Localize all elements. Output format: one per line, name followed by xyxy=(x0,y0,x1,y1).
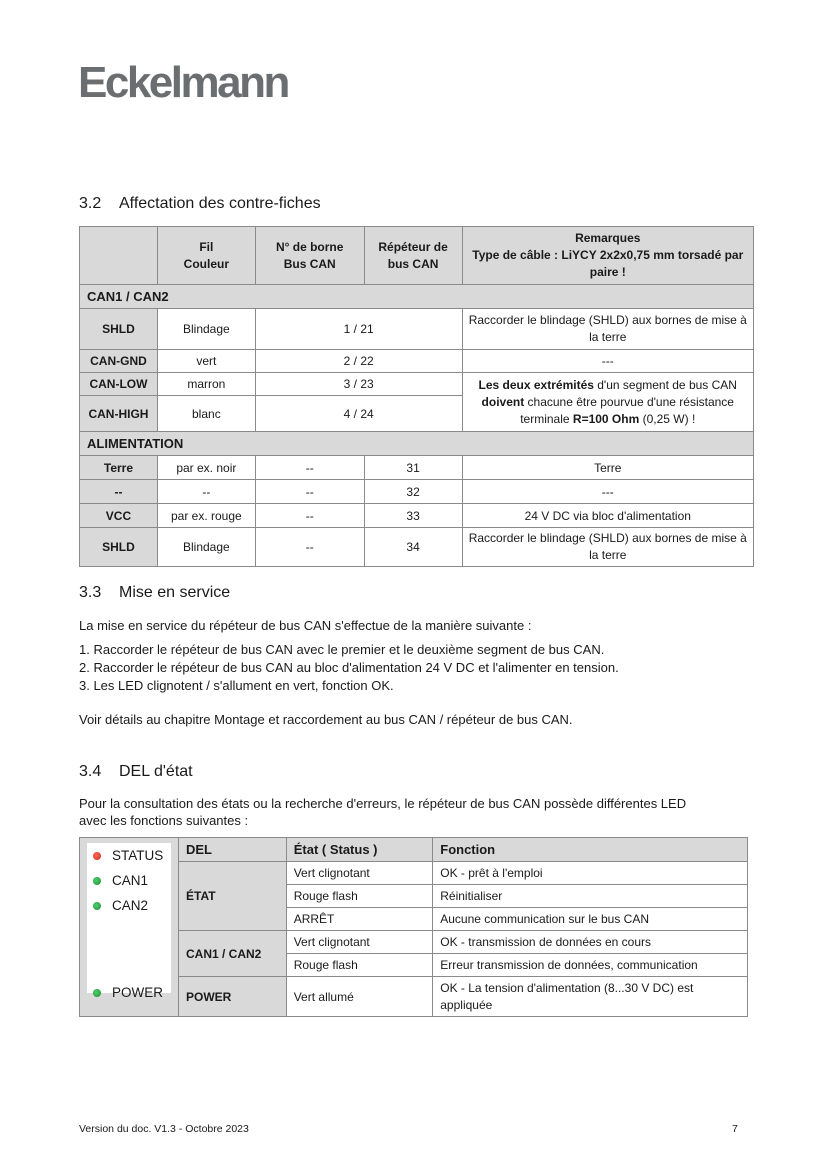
header-empty xyxy=(80,227,158,285)
section-3-3-heading xyxy=(79,584,230,602)
table-row: CAN-LOW marron 3 / 23 Les deux extrémités d'un segment de bus CAN doivent chacune être pourvue d'une résistance terminale R=100 Ohm (0,25 W) ! xyxy=(80,373,754,396)
led-power: POWER xyxy=(93,985,163,1000)
table-row: SHLD Blindage -- 34 Raccorder le blindage (SHLD) aux bornes de mise à la terre xyxy=(80,528,754,567)
led-status-table xyxy=(79,837,748,1017)
table-row: ÉTAT Vert clignotant OK - prêt à l'emploi xyxy=(80,862,748,885)
header-borne: N° de borne Bus CAN xyxy=(255,227,364,285)
table-row: VCC par ex. rouge -- 33 24 V DC via bloc d'alimentation xyxy=(80,504,754,528)
header-etat: État ( Status ) xyxy=(286,838,433,862)
section-3-4-heading xyxy=(79,763,193,781)
company-logo: Eckelmann xyxy=(78,58,288,107)
header-remarques: Remarques Type de câble : LiYCY 2x2x0,75 mm torsadé par paire ! xyxy=(462,227,753,285)
table-row: POWER Vert allumé OK - La tension d'alimentation (8...30 V DC) est appliquée xyxy=(80,977,748,1017)
commissioning-intro: La mise en service du répéteur de bus CAN s'effectue de la manière suivante : xyxy=(79,618,532,633)
led-can1: CAN1 xyxy=(93,873,148,888)
list-item: 1. Raccorder le répéteur de bus CAN avec le premier et le deuxième segment de bus CAN. xyxy=(79,642,605,657)
pin-assignment-table xyxy=(79,226,754,567)
table-row: CAN-GND vert 2 / 22 --- xyxy=(80,350,754,373)
section-title: Mise en service xyxy=(119,584,231,601)
section-row-alimentation: ALIMENTATION xyxy=(80,432,754,456)
section-title: Affectation des contre-fiches xyxy=(119,195,321,212)
section-number: 3.2 xyxy=(79,195,102,212)
table-row: Rouge flash Erreur transmission de données, communication xyxy=(80,954,748,977)
commissioning-steps xyxy=(79,641,619,695)
led-status: STATUS xyxy=(93,848,163,863)
table-row: CAN1 / CAN2 Vert clignotant OK - transmission de données en cours xyxy=(80,931,748,954)
section-title: DEL d'état xyxy=(119,763,193,780)
termination-remark: Les deux extrémités d'un segment de bus CAN doivent chacune être pourvue d'une résistance terminale R=100 Ohm (0,25 W) ! xyxy=(462,373,753,432)
section-number: 3.4 xyxy=(79,763,102,780)
power-led-icon xyxy=(93,989,101,997)
footer-version: Version du doc. V1.3 - Octobre 2023 xyxy=(79,1123,249,1135)
table-header-row xyxy=(80,838,748,862)
table-row: Terre par ex. noir -- 31 Terre xyxy=(80,456,754,480)
section-3-2-heading xyxy=(79,195,321,213)
commissioning-note: Voir détails au chapitre Montage et raccordement au bus CAN / répéteur de bus CAN. xyxy=(79,712,573,727)
list-item: 2. Raccorder le répéteur de bus CAN au bloc d'alimentation 24 V DC et l'alimenter en tension. xyxy=(79,660,619,675)
table-row: -- -- -- 32 --- xyxy=(80,480,754,504)
status-led-icon xyxy=(93,852,101,860)
header-fil-couleur: Fil Couleur xyxy=(157,227,255,285)
table-row: ARRÊT Aucune communication sur le bus CAN xyxy=(80,908,748,931)
header-repeteur: Répéteur de bus CAN xyxy=(364,227,462,285)
can2-led-icon xyxy=(93,902,101,910)
list-item: 3. Les LED clignotent / s'allument en vert, fonction OK. xyxy=(79,678,394,693)
table-header-row xyxy=(80,227,754,285)
led-intro: Pour la consultation des états ou la recherche d'erreurs, le répéteur de bus CAN possède différentes LED avec les fonctions suivantes : xyxy=(79,796,687,828)
table-row: SHLD Blindage 1 / 21 Raccorder le blindage (SHLD) aux bornes de mise à la terre xyxy=(80,309,754,350)
led-can2: CAN2 xyxy=(93,898,148,913)
section-row-can: CAN1 / CAN2 xyxy=(80,285,754,309)
table-row: CAN-HIGH blanc 4 / 24 xyxy=(80,396,754,432)
section-number: 3.3 xyxy=(79,584,102,601)
header-del: DEL xyxy=(179,838,287,862)
led-panel xyxy=(87,843,171,1000)
can1-led-icon xyxy=(93,877,101,885)
led-panel-cell xyxy=(80,838,179,1017)
header-fonction: Fonction xyxy=(433,838,748,862)
page-number: 7 xyxy=(732,1123,738,1135)
table-row: Rouge flash Réinitialiser xyxy=(80,885,748,908)
